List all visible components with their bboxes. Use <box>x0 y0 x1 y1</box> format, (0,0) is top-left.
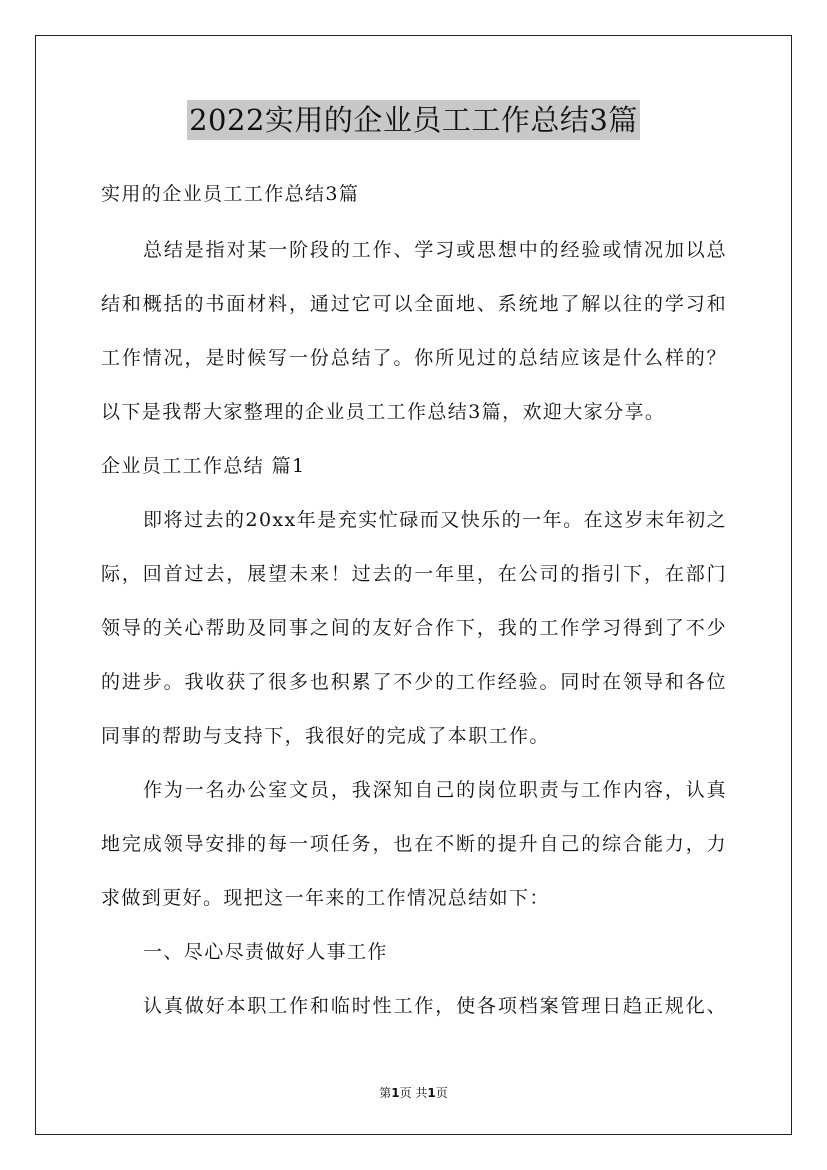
footer-suffix: 页 <box>435 1086 448 1100</box>
intro-line: 结和概括的书面材料，通过它可以全面地、系统地了解以往的学习和 <box>101 293 727 315</box>
intro-line: 以下是我帮大家整理的企业员工工作总结3篇，欢迎大家分享。 <box>101 401 666 423</box>
page-footer <box>0 1086 827 1100</box>
paragraph-line: 作为一名办公室文员，我深知自己的岗位职责与工作内容，认真 <box>143 779 727 801</box>
subheading: 一、尽心尽责做好人事工作 <box>143 941 388 963</box>
title-container <box>0 100 827 140</box>
paragraph-line: 领导的关心帮助及同事之间的友好合作下，我的工作学习得到了不少 <box>101 617 727 639</box>
paragraph-line: 即将过去的20xx年是充实忙碌而又快乐的一年。在这岁末年初之 <box>143 509 727 531</box>
paragraph-line: 求做到更好。现把这一年来的工作情况总结如下： <box>101 887 550 909</box>
intro-line: 总结是指对某一阶段的工作、学习或思想中的经验或情况加以总 <box>143 239 727 261</box>
document-title: 2022实用的企业员工工作总结3篇 <box>187 100 640 140</box>
paragraph-line: 地完成领导安排的每一项任务，也在不断的提升自己的综合能力，力 <box>101 833 727 855</box>
paragraph-line: 认真做好本职工作和临时性工作，使各项档案管理日趋正规化、 <box>143 995 727 1017</box>
document-subtitle: 实用的企业员工工作总结3篇 <box>101 183 360 205</box>
footer-prefix: 第 <box>379 1086 392 1100</box>
footer-mid: 页 共 <box>399 1086 428 1100</box>
paragraph-line: 的进步。我收获了很多也积累了不少的工作经验。同时在领导和各位 <box>101 671 727 693</box>
paragraph-line: 同事的帮助与支持下，我很好的完成了本职工作。 <box>101 725 550 747</box>
paragraph-line: 际，回首过去，展望未来！过去的一年里，在公司的指引下，在部门 <box>101 563 727 585</box>
section-heading: 企业员工工作总结 篇1 <box>101 455 306 477</box>
footer-page-number: 1 <box>391 1086 400 1100</box>
footer-page-total: 1 <box>427 1086 436 1100</box>
intro-line: 工作情况，是时候写一份总结了。你所见过的总结应该是什么样的？ <box>101 347 727 369</box>
